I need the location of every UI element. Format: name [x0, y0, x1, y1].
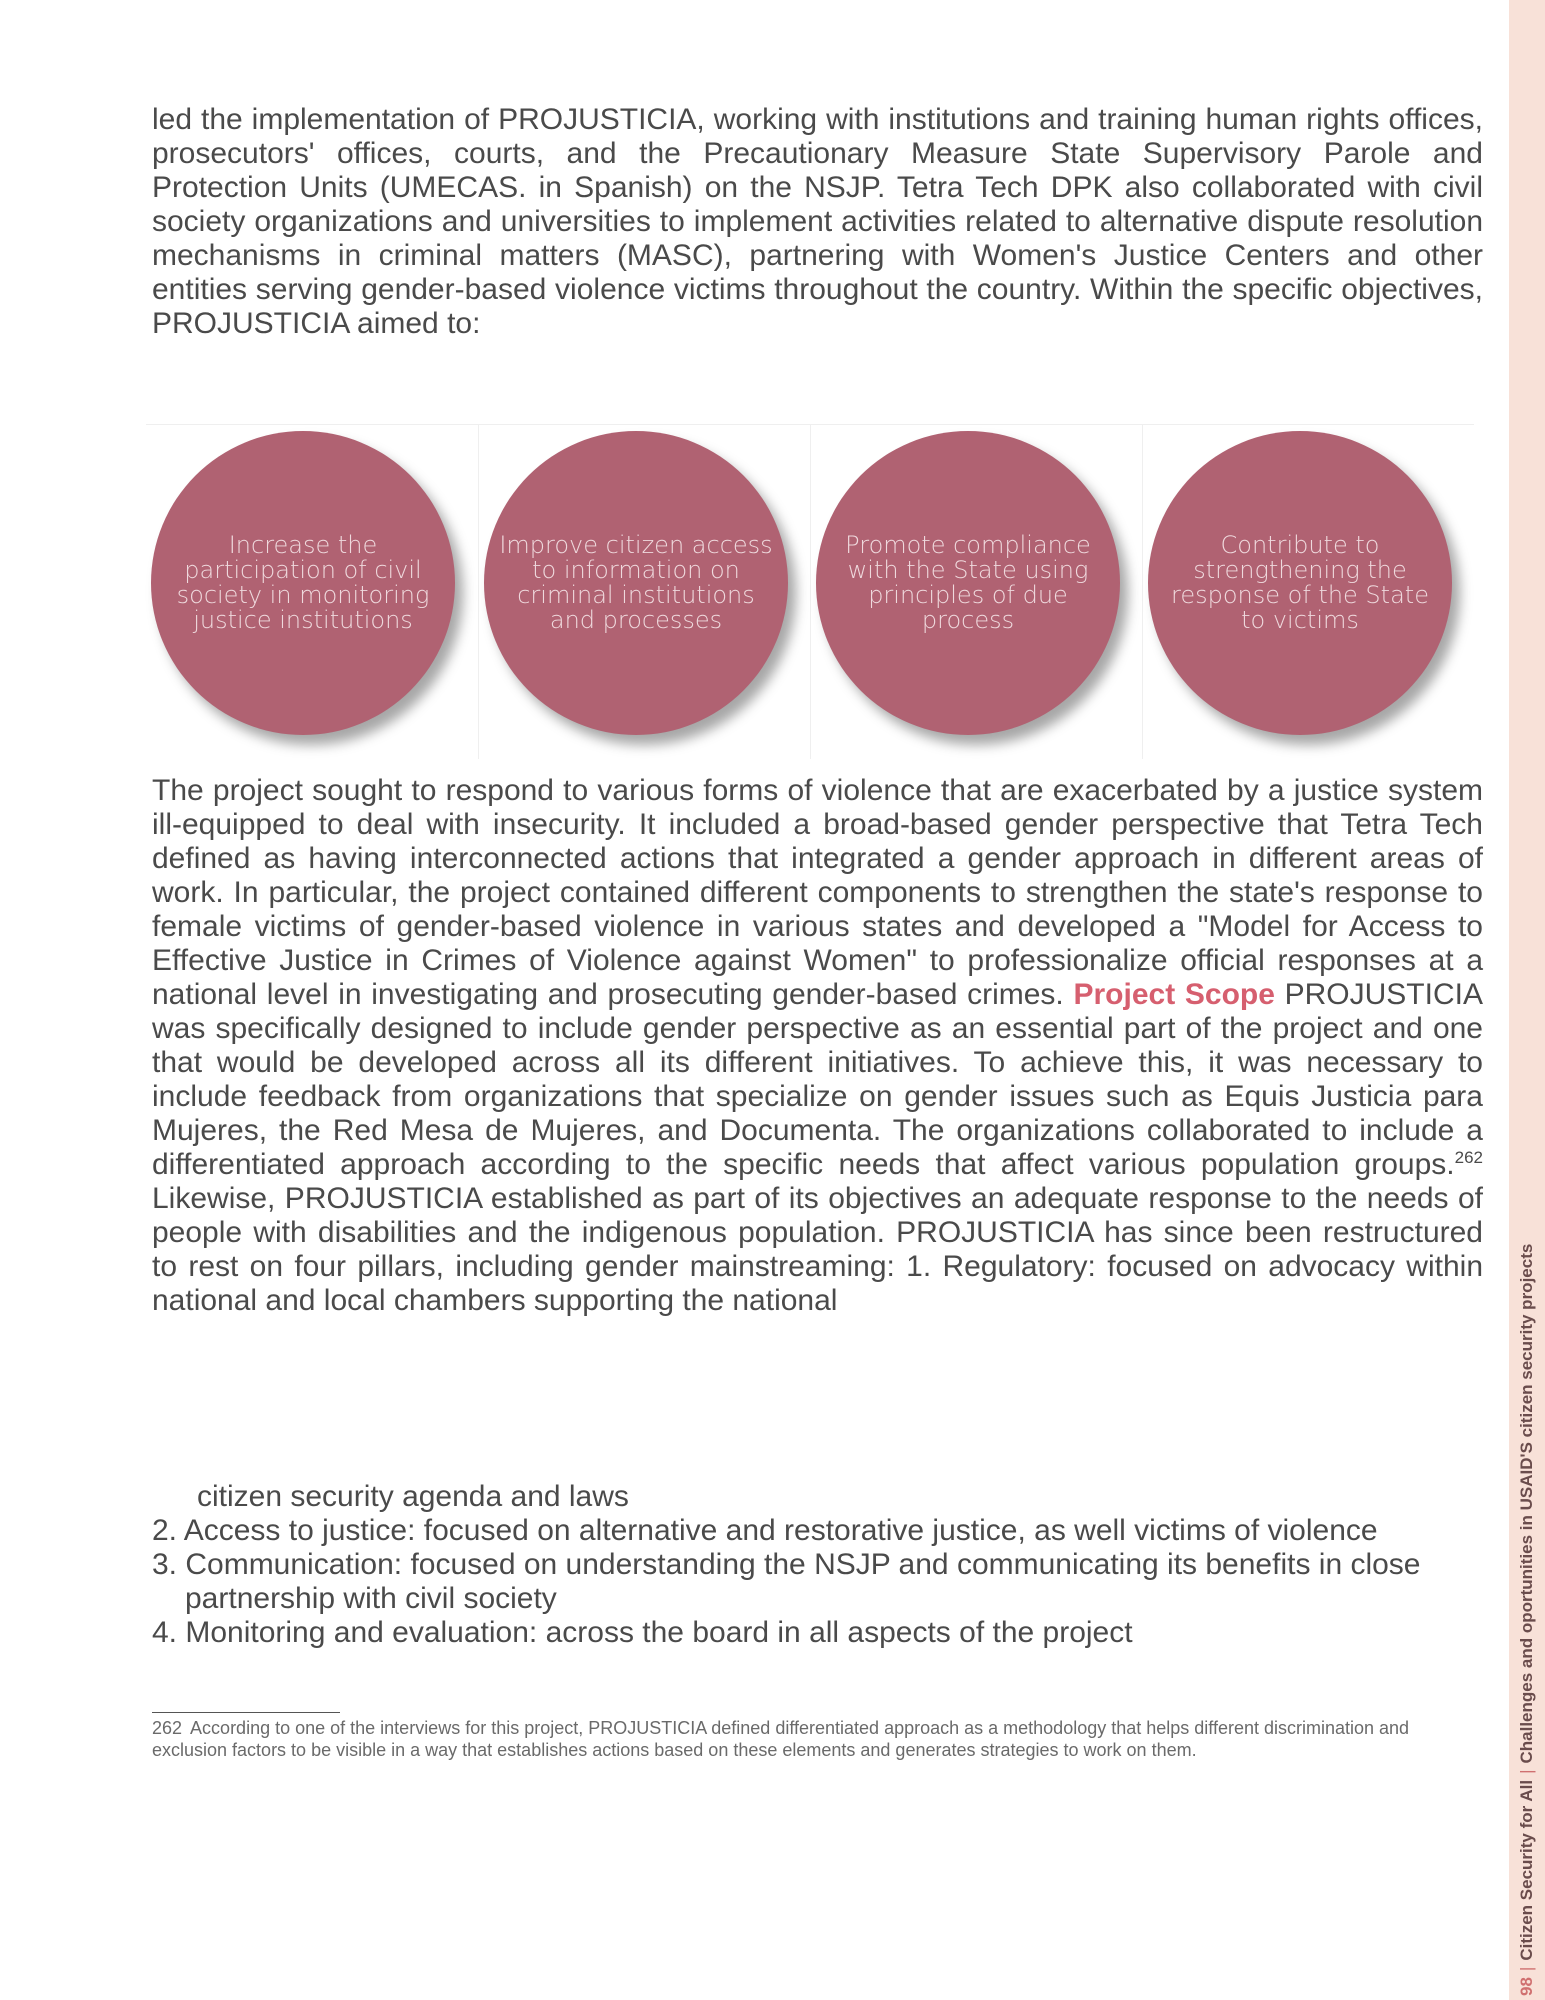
- objective-circle: [151, 431, 455, 735]
- publication-title: Citizen Security for All: [1517, 1779, 1536, 1961]
- footnote-divider: [152, 1712, 340, 1713]
- page-number: 98: [1517, 1977, 1536, 1996]
- running-footer: [1517, 1244, 1537, 1996]
- separator: |: [1517, 1966, 1536, 1972]
- objective-circle: [1148, 431, 1452, 735]
- objective-label: Promote compliance with the State using principles of due process: [845, 531, 1091, 634]
- paragraph-text: PROJUSTICIA was specifically designed to include gender perspective as an essential part of the project and one that would be developed across all its different initiatives. To achieve this, it was necessary to include feedback from organizations that specialize on gender issues such as Equis Justicia para Mujeres, the Red Mesa de Mujeres, and Documenta. The organizations collaborated to include a differentiated approach according to the specific needs that affect various population groups.: [152, 978, 1483, 1181]
- objectives-graphic: [146, 424, 1474, 759]
- footnote-text: According to one of the interviews for this project, PROJUSTICIA defined differentiated approach as a methodology that helps different discrimination and exclusion factors to be visible in a way that establishes actions based on these elements and generates strategies to work on them.: [152, 1718, 1410, 1760]
- pillars-list: [152, 1514, 1483, 1650]
- footnote-number: 262: [152, 1718, 183, 1738]
- objective-cell: [478, 425, 810, 759]
- objective-cell: [810, 425, 1142, 759]
- objective-circle: [484, 431, 788, 735]
- publication-subtitle: Challenges and oportunities in USAID'S citizen security projects: [1517, 1243, 1536, 1764]
- intro-paragraph: led the implementation of PROJUSTICIA, working with institutions and training human rights offices, prosecutors' offices, courts, and the Precautionary Measure State Supervisory Parole and Protection Units (UMECAS. in Spanish) on the NSJP. Tetra Tech DPK also collaborated with civil society organizations and universities to implement activities related to alternative dispute resolution mechanisms in criminal matters (MASC), partnering with Women's Justice Centers and other entities serving gender-based violence victims throughout the country. Within the specific objectives, PROJUSTICIA aimed to:: [152, 103, 1483, 340]
- objective-cell: [146, 425, 477, 759]
- list-item: 3. Communication: focused on understanding the NSJP and communicating its benefits in close partnership with civil society: [152, 1548, 1421, 1615]
- project-paragraph: [152, 774, 1483, 1318]
- paragraph-text: Likewise, PROJUSTICIA established as part of its objectives an adequate response to the needs of people with disabilities and the indigenous population. PROJUSTICIA has since been restructured to rest on four pillars, including gender mainstreaming: 1. Regulatory: focused on advocacy within national and local chambers supporting the national: [152, 1182, 1483, 1317]
- footnote-reference[interactable]: 262: [1454, 1148, 1483, 1167]
- objective-label: Improve citizen access to information on criminal institutions and processes: [499, 531, 773, 634]
- list-item: 4. Monitoring and evaluation: across the board in all aspects of the project: [152, 1616, 1133, 1649]
- project-scope-heading: Project Scope: [1073, 978, 1275, 1011]
- list-continuation: citizen security agenda and laws: [197, 1480, 629, 1513]
- footnote: [152, 1717, 1483, 1761]
- paragraph-text: The project sought to respond to various forms of violence that are exacerbated by a justice system ill-equipped to deal with insecurity. It included a broad-based gender perspective that Tetra Tech defined as having interconnected actions that integrated a gender approach in different areas of work. In particular, the project contained different components to strengthen the state's response to female victims of gender-based violence in various states and developed a "Model for Access to Effective Justice in Crimes of Violence against Women" to professionalize official responses at a national level in investigating and prosecuting gender-based crimes.: [152, 774, 1483, 1011]
- list-item: 2. Access to justice: focused on alternative and restorative justice, as well victims of violence: [152, 1514, 1378, 1547]
- objective-label: Contribute to strengthening the response of the State to victims: [1171, 531, 1429, 634]
- separator: |: [1517, 1769, 1536, 1774]
- objective-circle: [816, 431, 1120, 735]
- objective-cell: [1142, 425, 1474, 759]
- objective-label: Increase the participation of civil society in monitoring justice institutions: [176, 531, 430, 634]
